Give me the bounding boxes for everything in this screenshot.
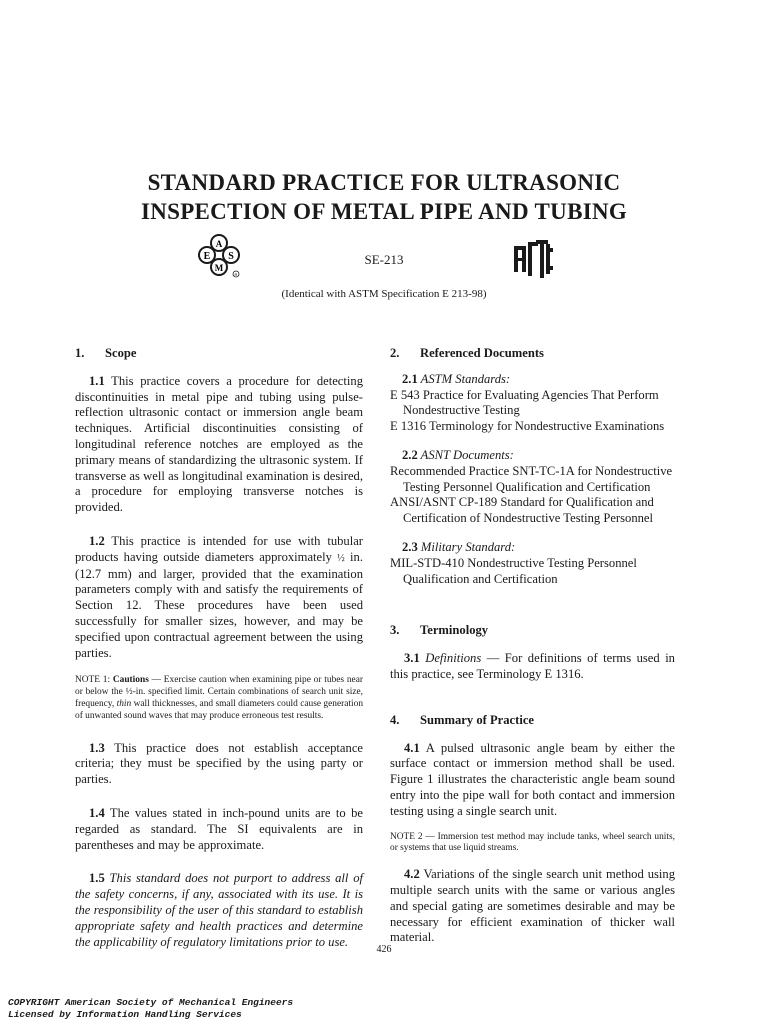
- paragraph-1-5: 1.5 This standard does not purport to address all of the safety concerns, if any, associated with its use. It is the responsibility of the user of this standard to establish appropriate safety and health practices and determine the applicability of regulatory limitations prior to use.: [75, 871, 363, 949]
- astm-logo: [510, 236, 556, 282]
- paragraph-1-1: 1.1 This practice covers a procedure for detecting discontinuities in metal pipe and tubing using pulse-reflection ultrasonic contact or immersion angle beam techniques. Artificial discontinuities consisting of longitudinal reference notches are employed as the primary means of standardizing the ultrasonic system. If transverse as well as longitudinal examination is desired, a procedure for employing transverse notches is provided.: [75, 373, 363, 515]
- paragraph-1-4: 1.4 The values stated in inch-pound units are to be regarded as standard. The SI equivalents are in parentheses and may be approximate.: [75, 805, 363, 852]
- svg-text:R: R: [234, 272, 238, 277]
- identical-specification-note: (Identical with ASTM Specification E 213-98): [281, 288, 487, 300]
- svg-text:M: M: [214, 263, 224, 273]
- subsection-2-2: 2.2 ASNT Documents:: [402, 447, 514, 462]
- left-column: [75, 346, 363, 950]
- note-1: NOTE 1: Cautions — Exercise caution when examining pipe or tubes near or below the ½-in. specified limit. Certain combinations of search unit size, frequency, thin wall thicknesses, and small diameters could cause generation of unwanted sound waves that may produce erroneous test results.: [75, 675, 364, 721]
- document-number: SE-213: [364, 252, 404, 267]
- paragraph-4-2: 4.2 Variations of the single search unit method using multiple search units with the same or various angles and special gating are sometimes desirable and may be necessary for efficient examination of thicker wall material.: [390, 867, 675, 945]
- paragraph-1-3: 1.3 This practice does not establish acceptance criteria; they must be specified by the using party or parties.: [75, 740, 363, 787]
- page-number: 426: [376, 944, 392, 955]
- section-heading-terminology: 3. Terminology: [390, 623, 489, 638]
- subsection-2-3: 2.3 Military Standard:: [402, 539, 516, 554]
- section-heading-scope: 1. Scope: [75, 346, 137, 360]
- reference-item: E 543 Practice for Evaluating Agencies That Perform Nondestructive Testing: [390, 387, 659, 418]
- svg-text:E: E: [203, 251, 211, 262]
- svg-text:S: S: [228, 251, 234, 262]
- svg-text:A: A: [215, 239, 223, 249]
- copyright-notice: COPYRIGHT American Society of Mechanical Engineers Licensed by Information Handling Services: [8, 997, 294, 1020]
- note-2: NOTE 2 — Immersion test method may include tanks, wheel search units, or systems that use liquid streams.: [390, 831, 675, 854]
- paragraph-1-2: 1.2 This practice is intended for use with tubular products having outside diameters approximately ½ in. (12.7 mm) and larger, provided that the examination parameters comply with and satisfy the requirements of Section 12. These procedures have been used successfully for smaller sizes, however, and may be specified upon contractual agreement between the using parties.: [75, 533, 363, 660]
- reference-item: E 1316 Terminology for Nondestructive Examinations: [390, 419, 665, 434]
- document-title-line-2: INSPECTION OF METAL PIPE AND TUBING: [140, 199, 628, 224]
- right-column: [390, 346, 675, 946]
- reference-item: Recommended Practice SNT-TC-1A for Nondestructive Testing Personnel Qualification and Certification: [390, 463, 673, 494]
- document-title-line-1: STANDARD PRACTICE FOR ULTRASONIC: [147, 170, 621, 195]
- paragraph-4-1: 4.1 A pulsed ultrasonic angle beam by either the surface contact or immersion method shall be used. Figure 1 illustrates the characteristic angle beam sound entry into the pipe wall for both contact and immersion testing using a single search unit.: [390, 740, 675, 818]
- section-heading-summary-of-practice: 4. Summary of Practice: [390, 712, 535, 727]
- reference-item: ANSI/ASNT CP-189 Standard for Qualification and Certification of Nondestructive Testing Personnel: [390, 495, 654, 526]
- subsection-2-1: 2.1 ASTM Standards:: [402, 371, 511, 386]
- section-heading-referenced-documents: 2. Referenced Documents: [390, 346, 544, 360]
- paragraph-3-1: 3.1 Definitions — For definitions of terms used in this practice, see Terminology E 1316.: [390, 651, 675, 681]
- reference-item: MIL-STD-410 Nondestructive Testing Personnel Qualification and Certification: [390, 555, 637, 586]
